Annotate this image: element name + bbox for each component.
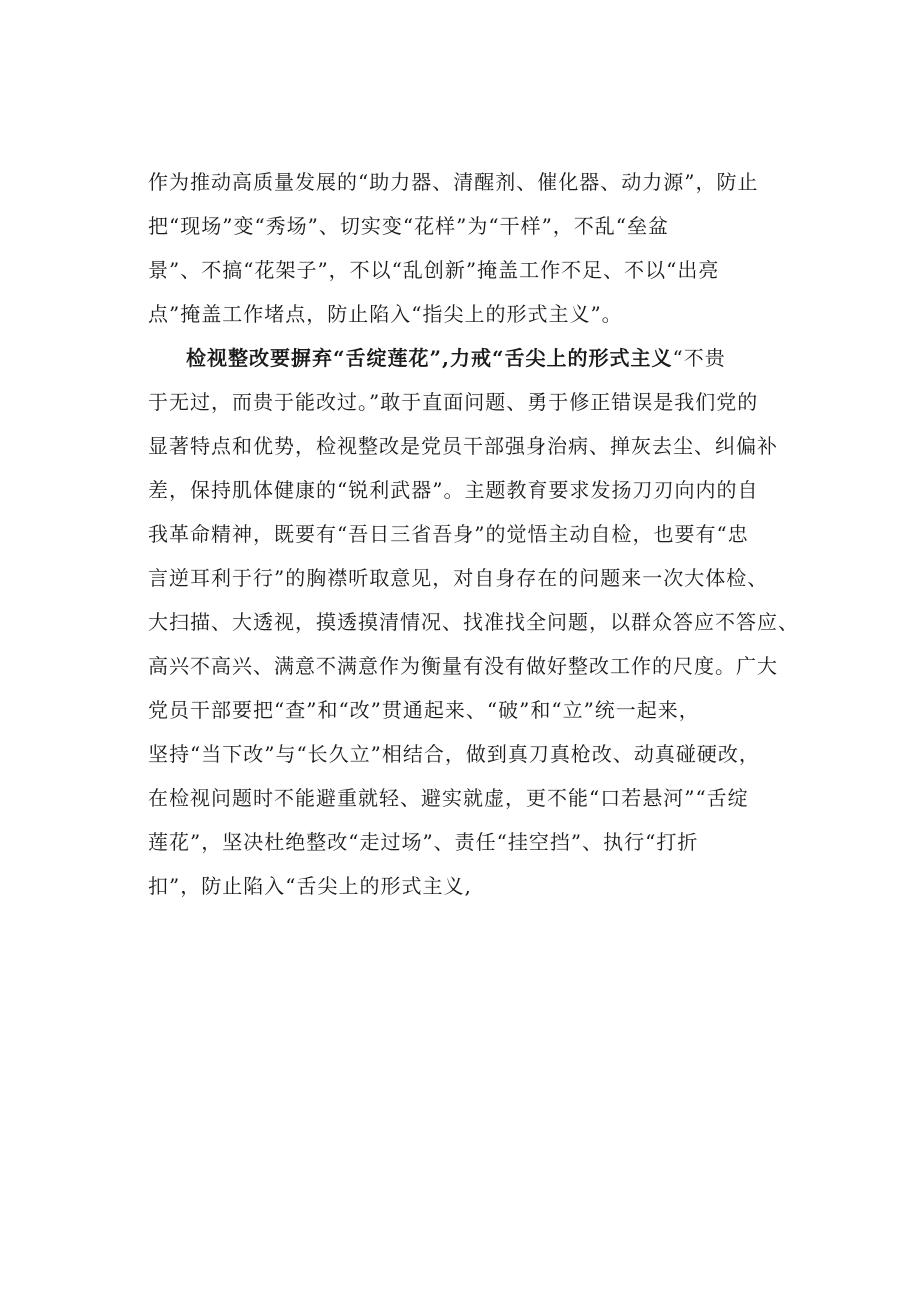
paragraph-2-line-8: 高兴不高兴、满意不满意作为衡量有没有做好整改工作的尺度。广大 [148,654,778,678]
section-heading: 检视整改要摒弃“舌绽莲花”,力戒“舌尖上的形式主义 [186,346,673,370]
paragraph-2-line-11: 在检视问题时不能避重就轻、避实就虚，更不能“口若悬河”“舌绽 [148,786,749,810]
paragraph-2-line-2: 于无过，而贵于能改过。”敢于直面问题、勇于修正错误是我们党的 [148,390,759,414]
paragraph-2-line-4: 差，保持肌体健康的“锐利武器”。主题教育要求发扬刀刃向内的自 [148,478,759,502]
paragraph-1 [148,160,818,336]
paragraph-2-line-9: 党员干部要把“查”和“改”贯通起来、“破”和“立”统一起来， [148,698,700,722]
paragraph-2-line-3: 显著特点和优势，检视整改是党员干部强身治病、掸灰去尘、纠偏补 [148,434,778,458]
paragraph-2-line-13: 扣”，防止陷入“舌尖上的形式主义, [148,874,472,898]
paragraph-2-line-10: 坚持“当下改”与“长久立”相结合，做到真刀真枪改、动真碰硬改， [148,742,760,766]
paragraph-1-line-2: 把“现场”变“秀场”、切实变“花样”为“干样”，不乱“垒盆 [148,214,670,238]
paragraph-2-line-1-rest: “不贵 [672,346,726,370]
paragraph-2-line-1 [148,336,818,380]
paragraph-2-line-6: 言逆耳利于行”的胸襟听取意见，对自身存在的问题来一次大体检、 [148,566,769,590]
paragraph-1-line-3: 景”、不搞“花架子”，不以“乱创新”掩盖工作不足、不以“出亮 [148,258,720,282]
paragraph-2-line-7: 大扫描、大透视，摸透摸清情况、找准找全问题，以群众答应不答应、 [148,610,799,634]
paragraph-2-line-12: 莲花”，坚决杜绝整改“走过场”、责任“挂空挡”、执行“打折 [148,830,699,854]
paragraph-1-line-1: 作为推动高质量发展的“助力器、清醒剂、催化器、动力源”，防止 [148,170,759,194]
paragraph-1-line-4: 点”掩盖工作堵点，防止陷入“指尖上的形式主义”。 [148,302,623,326]
paragraph-2-line-5: 我革命精神，既要有“吾日三省吾身”的觉悟主动自检，也要有“忠 [148,522,749,546]
paragraph-2 [148,336,818,908]
